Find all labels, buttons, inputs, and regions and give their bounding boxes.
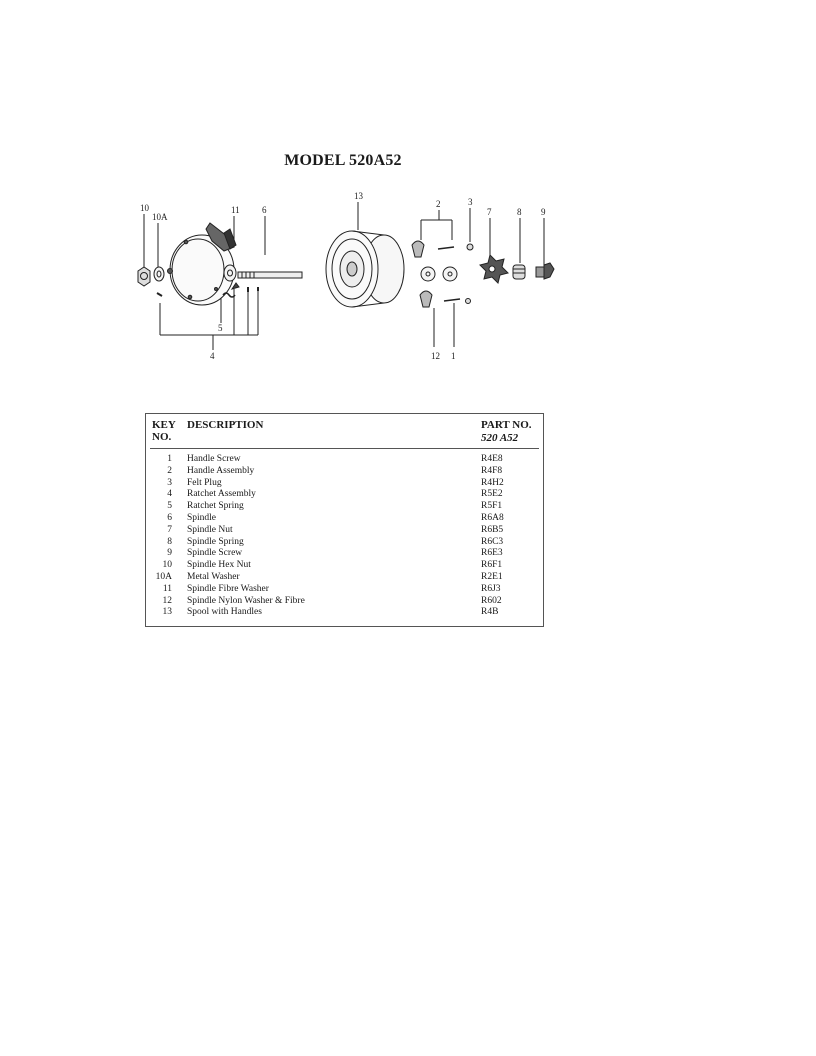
part-description: Spindle [187, 512, 217, 523]
table-row [146, 525, 543, 537]
part-description: Felt Plug [187, 477, 222, 488]
part-description: Handle Screw [187, 454, 241, 464]
table-row [146, 572, 543, 584]
callout-10a: 10A [152, 212, 168, 222]
part-number: R5E2 [481, 489, 503, 500]
callout-3: 3 [468, 197, 473, 207]
callout-1: 1 [451, 351, 456, 361]
table-row [146, 560, 543, 572]
table-row [146, 607, 543, 619]
callout-9: 9 [541, 207, 546, 217]
table-row [146, 548, 543, 560]
model-number-header: 520 A52 [481, 432, 519, 444]
key-number: 11 [162, 583, 172, 594]
callout-11: 11 [231, 205, 240, 215]
key-number: 6 [167, 512, 172, 523]
part-number: R6J3 [481, 583, 501, 594]
key-number: 9 [167, 548, 172, 559]
table-row [146, 584, 543, 596]
key-number: 3 [167, 477, 172, 488]
part-number: R4F8 [481, 465, 503, 476]
key-number: 13 [162, 607, 172, 618]
key-number: 10 [162, 560, 172, 571]
key-number: 8 [167, 536, 172, 547]
description-header: DESCRIPTION [187, 419, 264, 431]
part-number: R2E1 [481, 571, 503, 582]
table-row [146, 478, 543, 490]
part-no-header: PART NO. [481, 419, 532, 431]
part-number: R5F1 [481, 501, 503, 512]
part-number: R4H2 [481, 477, 504, 488]
table-row [146, 513, 543, 525]
part-number: R4E8 [481, 454, 503, 464]
part-description: Spindle Screw [187, 548, 243, 559]
table-row [146, 537, 543, 549]
page-title: MODEL 520A52 [284, 152, 402, 169]
callout-7: 7 [487, 207, 492, 217]
part-description: Handle Assembly [187, 465, 255, 476]
part-number: R6C3 [481, 536, 504, 547]
callout-4: 4 [210, 351, 215, 361]
key-number: 2 [167, 465, 172, 476]
part-description: Spindle Spring [187, 536, 244, 547]
header-divider [150, 448, 539, 449]
key-number: 4 [167, 489, 172, 500]
part-description: Spool with Handles [187, 607, 262, 618]
callout-2: 2 [436, 199, 441, 209]
part-description: Metal Washer [187, 571, 240, 582]
key-number: 5 [167, 501, 172, 512]
table-row [146, 489, 543, 501]
part-number: R602 [481, 595, 502, 606]
part-number: R4B [481, 607, 499, 618]
parts-list-table [145, 413, 544, 627]
key-number: 1 [167, 454, 172, 464]
callout-6: 6 [262, 205, 267, 215]
callout-13: 13 [354, 191, 363, 201]
table-row [146, 596, 543, 608]
key-number: 7 [167, 524, 172, 535]
key-number: 12 [162, 595, 172, 606]
part-description: Ratchet Assembly [187, 489, 256, 500]
part-number: R6F1 [481, 560, 503, 571]
exploded-parts-diagram [130, 185, 570, 370]
part-number: R6B5 [481, 524, 504, 535]
part-description: Spindle Nut [187, 524, 233, 535]
part-description: Spindle Fibre Washer [187, 583, 269, 594]
part-description: Ratchet Spring [187, 501, 244, 512]
callout-10: 10 [140, 203, 149, 213]
callout-12: 12 [431, 351, 440, 361]
part-description: Spindle Hex Nut [187, 560, 251, 571]
key-number: 10A [155, 571, 172, 582]
part-number: R6E3 [481, 548, 503, 559]
callout-5: 5 [218, 323, 223, 333]
part-number: R6A8 [481, 512, 504, 523]
callout-8: 8 [517, 207, 522, 217]
table-row [146, 454, 543, 466]
table-row [146, 466, 543, 478]
part-description: Spindle Nylon Washer & Fibre [187, 595, 305, 606]
parts-rows [146, 454, 543, 619]
key-no-header: KEY NO. [152, 419, 176, 443]
table-row [146, 501, 543, 513]
